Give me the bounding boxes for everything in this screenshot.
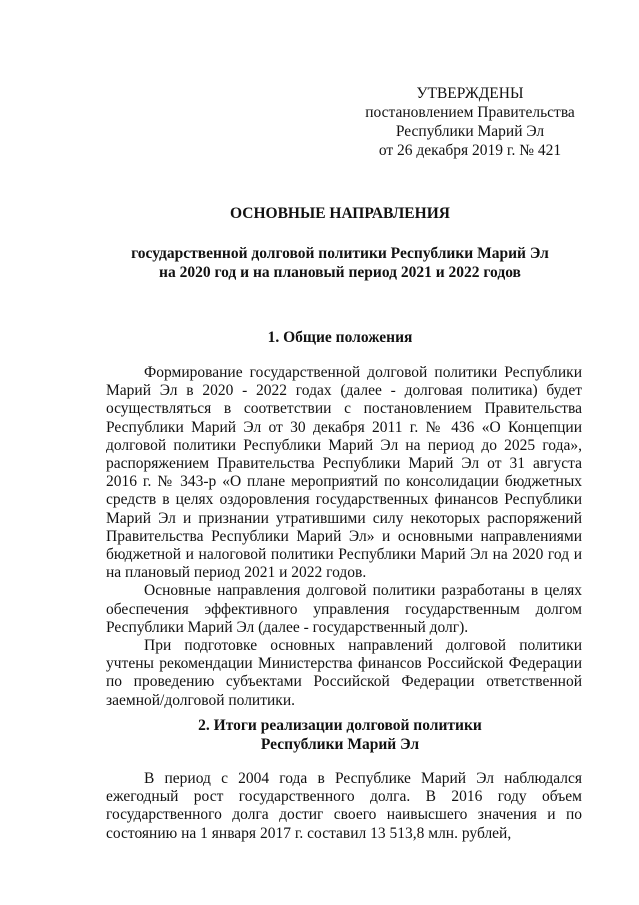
section-heading-line: Республики Марий Эл	[260, 736, 420, 753]
section-1-body	[106, 364, 582, 710]
section-2-heading	[60, 716, 620, 754]
subtitle-line: государственной долговой политики Республики Марий Эл	[131, 245, 549, 262]
approval-line: постановлением Правительства	[365, 104, 575, 121]
section-heading-line: 2. Итоги реализации долговой политики	[198, 717, 482, 734]
approval-line: от 26 декабря 2019 г. № 421	[378, 142, 562, 159]
subtitle-line: на 2020 год и на плановый период 2021 и 2022 годов	[159, 264, 521, 281]
approval-stamp	[330, 84, 610, 160]
approval-line: Республики Марий Эл	[395, 123, 545, 140]
paragraph: Формирование государственной долговой политики Республики Марий Эл в 2020 - 2022 годах (далее - долговая политика) будет осуществляться в соответствии с постановлением Правительства Республики Марий Эл от 30 декабря 2011 г. № 436 «О Концепции долговой политики Республики Марий Эл на период до 2025 года», распоряжением Правительства Республики Марий Эл от 31 августа 2016 г. № 343-р «О плане мероприятий по консолидации бюджетных средств в целях оздоровления государственных финансов Республики Марий Эл и признании утратившими силу некоторых распоряжений Правительства Республики Марий Эл» и основными направлениями бюджетной и налоговой политики Республики Марий Эл на 2020 год и на плановый период 2021 и 2022 годов.	[106, 364, 582, 582]
paragraph: При подготовке основных направлений долговой политики учтены рекомендации Министерства финансов Российской Федерации по проведению субъектами Российской Федерации ответственной заемной/долговой политики.	[106, 637, 582, 709]
document-subtitle	[60, 244, 620, 282]
section-2-body	[106, 770, 582, 843]
paragraph: В период с 2004 года в Республике Марий Эл наблюдался ежегодный рост государственного долга. В 2016 году объем государственного долга достиг своего наивысшего значения и по состоянию на 1 января 2017 г. составил 13 513,8 млн. рублей,	[106, 770, 582, 842]
section-1-heading	[60, 328, 620, 347]
section-heading-line: 1. Общие положения	[267, 329, 413, 346]
paragraph: Основные направления долговой политики разработаны в целях обеспечения эффективного управления государственным долгом Республики Марий Эл (далее - государственный долг).	[106, 582, 582, 636]
approval-line: УТВЕРЖДЕНЫ	[416, 85, 524, 102]
document-title: ОСНОВНЫЕ НАПРАВЛЕНИЯ	[230, 205, 450, 222]
